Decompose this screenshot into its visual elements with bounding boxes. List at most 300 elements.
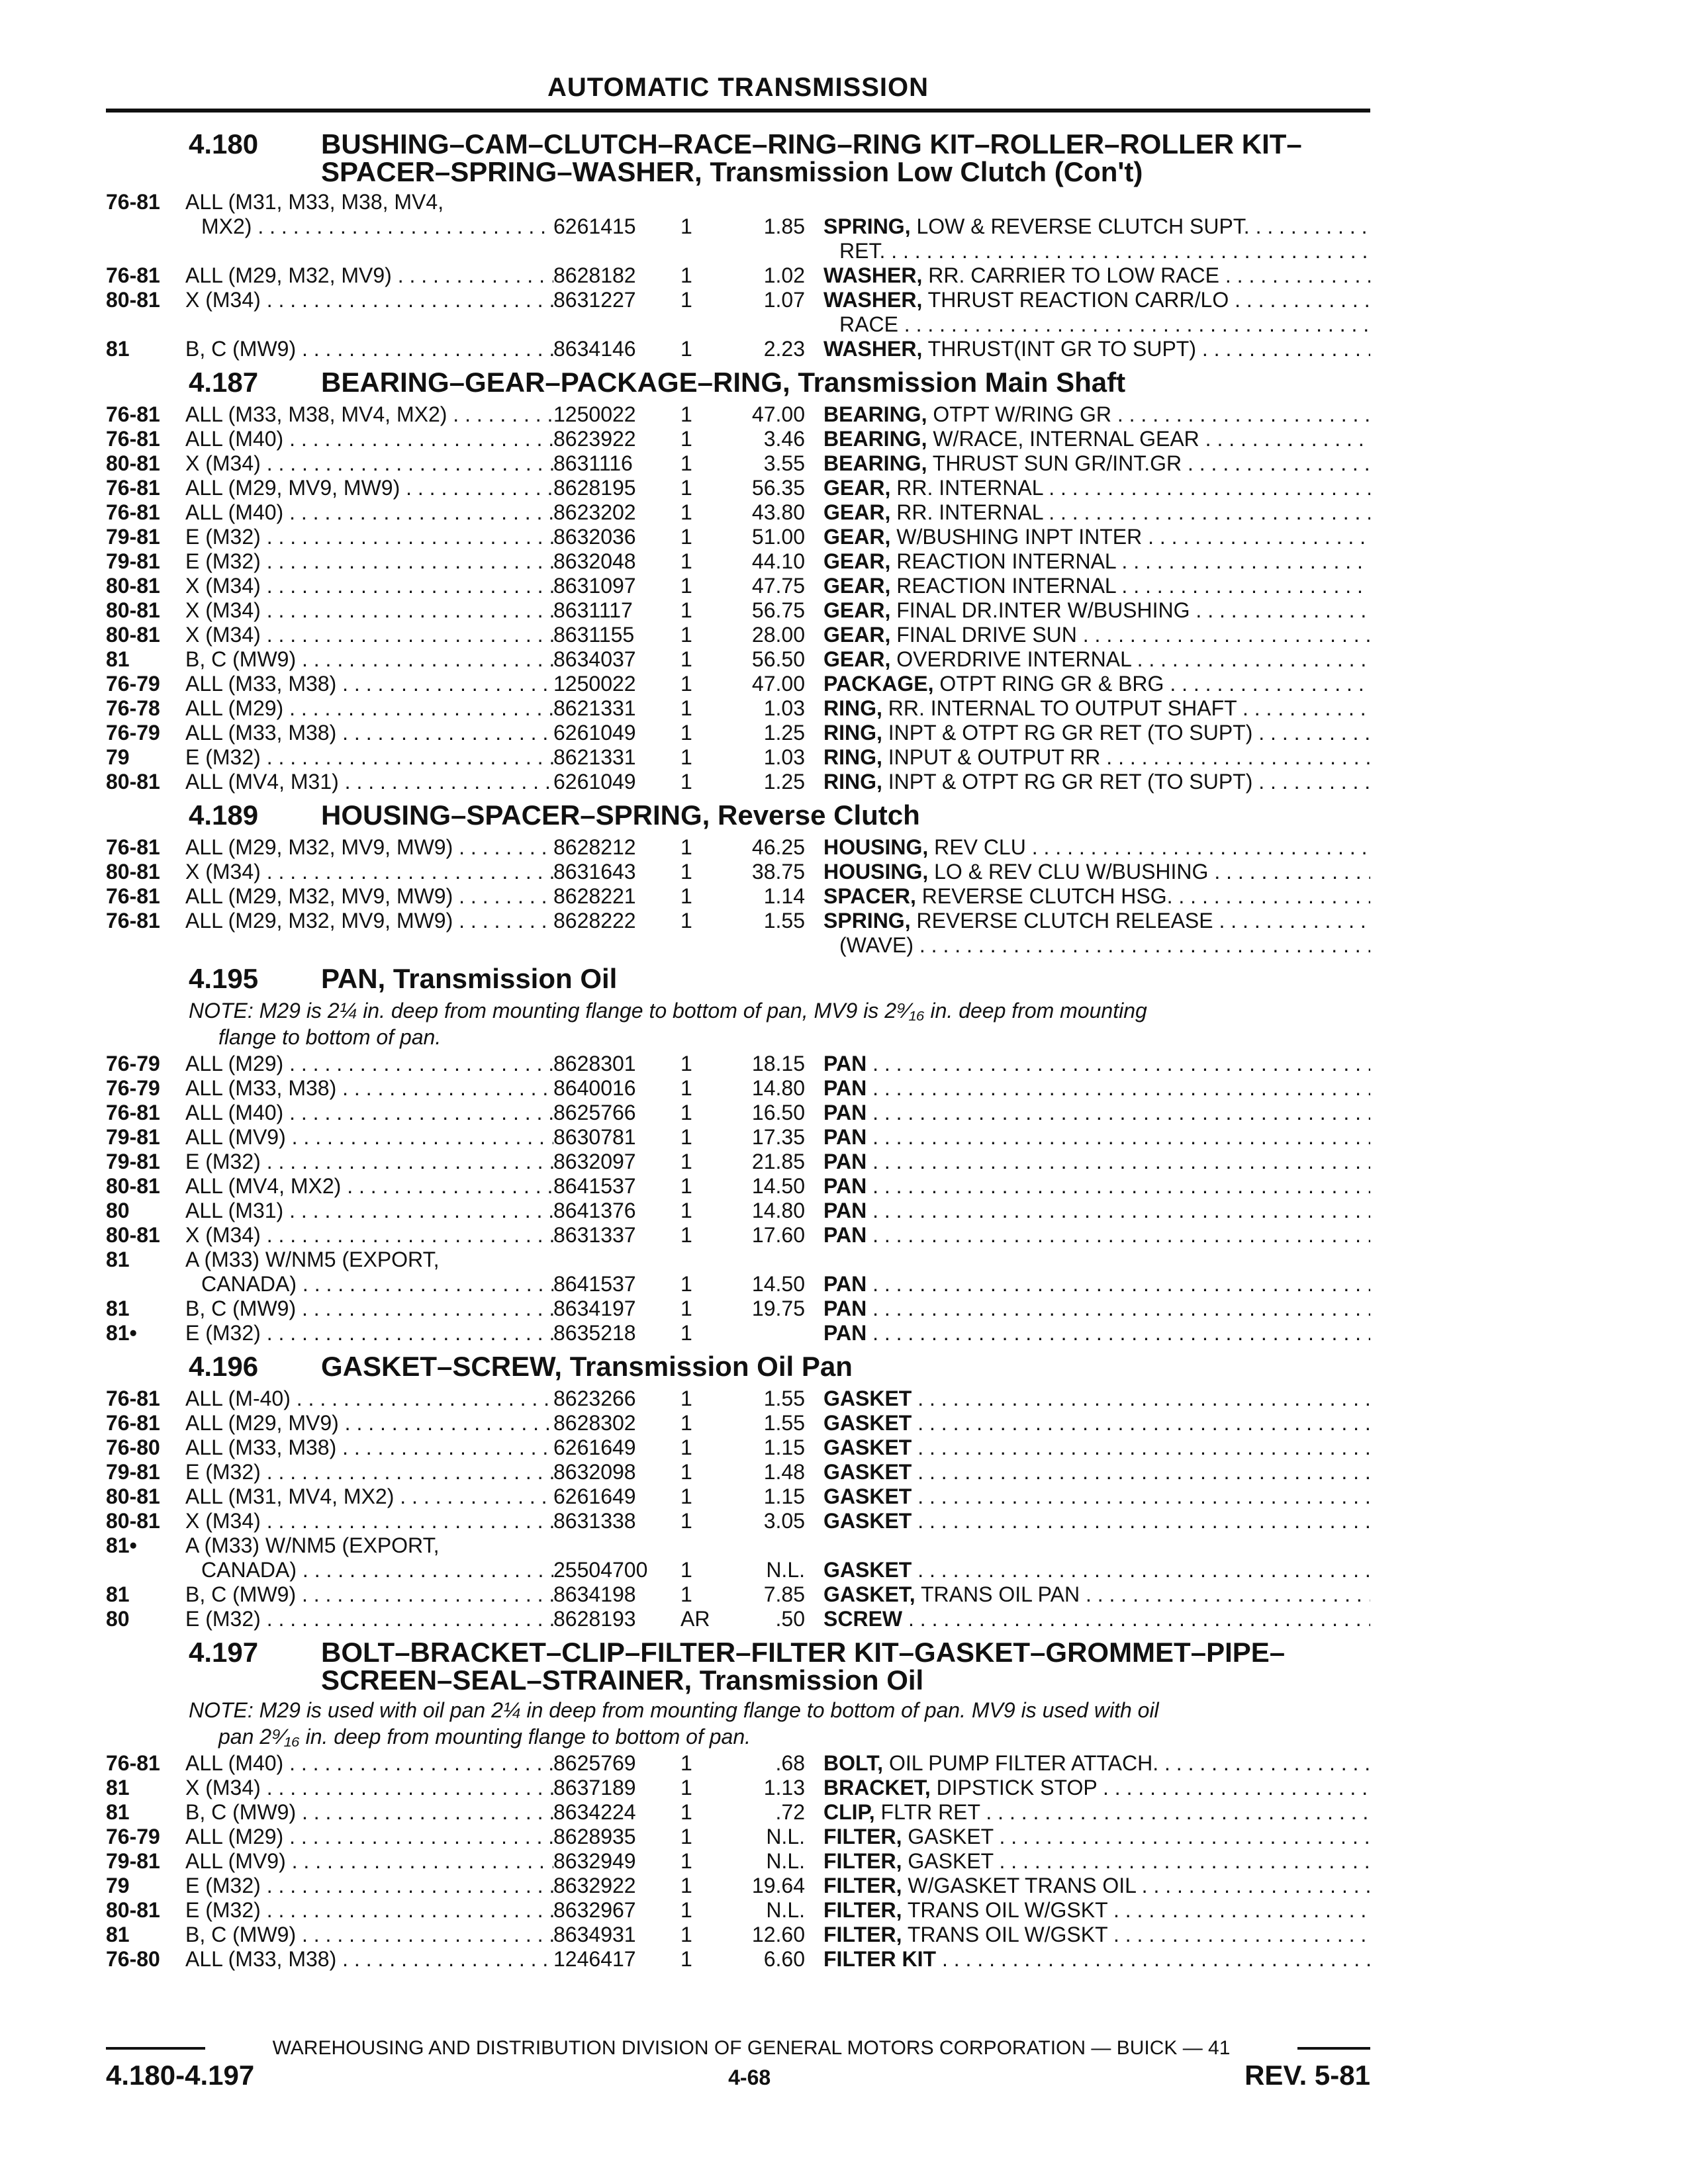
part-number: 8631337 [553, 1223, 636, 1247]
application-text: X (M34) [185, 288, 261, 312]
quantity: 1 [680, 1223, 692, 1247]
description [823, 263, 1370, 288]
part-detail: FINAL DR.INTER W/BUSHING [896, 598, 1190, 622]
quantity: 1 [680, 721, 692, 745]
application [185, 1387, 553, 1411]
price: 1.25 [763, 721, 805, 745]
table-row [106, 1558, 1370, 1582]
price: 19.64 [751, 1874, 805, 1897]
model-years: 79-81 [106, 1460, 160, 1484]
description [823, 574, 1370, 598]
part-number: 8621331 [553, 745, 636, 769]
part-name: RING, [823, 745, 882, 769]
application-text: MX2) [201, 214, 252, 238]
table-row [106, 1898, 1370, 1923]
price: N.L. [766, 1898, 805, 1922]
table-row [106, 574, 1370, 598]
page-title: AUTOMATIC TRANSMISSION [547, 73, 929, 102]
model-years: 76-80 [106, 1435, 160, 1459]
price: 1.03 [763, 696, 805, 720]
application-text: ALL (M40) [185, 500, 284, 524]
model-years: 80-81 [106, 451, 160, 475]
price: .68 [775, 1751, 805, 1775]
description [823, 1484, 1370, 1509]
part-detail: (WAVE) [839, 933, 914, 957]
price: 14.80 [751, 1199, 805, 1222]
application-text: ALL (M40) [185, 1101, 284, 1124]
table-row [106, 909, 1370, 933]
part-name: WASHER, [823, 337, 923, 361]
quantity: 1 [680, 1947, 692, 1971]
quantity: 1 [680, 745, 692, 769]
table-row [106, 1435, 1370, 1460]
part-number: 8628195 [553, 476, 636, 500]
part-name: GASKET [823, 1387, 912, 1410]
price: 17.35 [751, 1125, 805, 1149]
application [185, 402, 553, 427]
model-years: 79-81 [106, 549, 160, 573]
quantity: 1 [680, 1101, 692, 1124]
application [185, 451, 553, 476]
part-name: FILTER KIT [823, 1947, 937, 1971]
part-detail: TRANS OIL PAN [921, 1582, 1080, 1606]
part-number: 8641537 [553, 1174, 636, 1198]
application [185, 1947, 553, 1972]
part-detail: RR. CARRIER TO LOW RACE [928, 263, 1219, 287]
application [185, 1751, 553, 1776]
application [185, 647, 553, 672]
part-number: 6261049 [553, 721, 636, 745]
application [185, 623, 553, 647]
application [185, 1076, 553, 1101]
table-row [106, 1533, 1370, 1558]
price: 12.60 [751, 1923, 805, 1946]
table-row [106, 672, 1370, 696]
part-name: PAN [823, 1272, 867, 1296]
table-row [106, 1776, 1370, 1800]
application-text: ALL (M33, M38) [185, 672, 337, 696]
application [185, 214, 553, 239]
description [823, 500, 1370, 525]
description [823, 835, 1370, 860]
part-name: BRACKET, [823, 1776, 931, 1799]
part-number: 8632036 [553, 525, 636, 549]
section-number: 4.197 [189, 1637, 259, 1668]
quantity: 1 [680, 1150, 692, 1173]
model-years: 81 [106, 1923, 130, 1946]
application-text: ALL (M33, M38, MV4, MX2) [185, 402, 447, 426]
application-text: ALL (M29) [185, 1052, 284, 1075]
description [823, 402, 1370, 427]
quantity: 1 [680, 263, 692, 287]
table-row [106, 1223, 1370, 1248]
table-row [106, 263, 1370, 288]
application [185, 337, 553, 361]
application-text: B, C (MW9) [185, 1923, 297, 1946]
part-number: 8634146 [553, 337, 636, 361]
section-title: GASKET–SCREW, Transmission Oil Pan [321, 1351, 853, 1382]
model-years: 76-81 [106, 190, 160, 214]
description [823, 1923, 1370, 1947]
application [185, 1460, 553, 1484]
model-years: 80-81 [106, 1223, 160, 1247]
description [823, 1199, 1370, 1223]
part-detail: REACTION INTERNAL [896, 549, 1116, 573]
application-text: ALL (M29, MV9) [185, 1411, 339, 1435]
model-years: 80-81 [106, 860, 160, 884]
model-years: 80 [106, 1607, 130, 1631]
part-name: GEAR, [823, 574, 891, 598]
description [823, 1272, 1370, 1297]
section-header [106, 799, 1370, 831]
quantity: 1 [680, 696, 692, 720]
part-name: SCREW [823, 1607, 903, 1631]
application-text: X (M34) [185, 598, 261, 622]
quantity: 1 [680, 1199, 692, 1222]
parts-listing [106, 123, 1370, 1972]
quantity: 1 [680, 1898, 692, 1922]
part-number: 8628935 [553, 1825, 636, 1848]
footer-revision: REV. 5-81 [1244, 2060, 1370, 2091]
model-years: 80-81 [106, 574, 160, 598]
price: 46.25 [751, 835, 805, 859]
application [185, 263, 553, 288]
price: 28.00 [751, 623, 805, 647]
model-years: 80-81 [106, 1509, 160, 1533]
application-text: ALL (M29) [185, 1825, 284, 1848]
table-row [106, 1874, 1370, 1898]
table-row [106, 623, 1370, 647]
description [823, 337, 1370, 361]
part-name: FILTER, [823, 1874, 902, 1897]
part-name: PAN [823, 1125, 867, 1149]
description [823, 647, 1370, 672]
part-number: 8634037 [553, 647, 636, 671]
section [106, 128, 1370, 361]
part-name: PACKAGE, [823, 672, 934, 696]
application [185, 1533, 553, 1558]
part-number: 6261049 [553, 770, 636, 794]
part-name: BEARING, [823, 451, 927, 475]
part-name: FILTER, [823, 1898, 902, 1922]
quantity: 1 [680, 1435, 692, 1459]
table-row [106, 1248, 1370, 1272]
price: .72 [775, 1800, 805, 1824]
application-text: ALL (MV9) [185, 1849, 286, 1873]
price: N.L. [766, 1558, 805, 1582]
table-row [106, 337, 1370, 361]
price: 1.85 [763, 214, 805, 238]
table-row [106, 647, 1370, 672]
model-years: 76-81 [106, 909, 160, 933]
footer-division: WAREHOUSING AND DISTRIBUTION DIVISION OF GENERAL MOTORS CORPORATION — BUICK — 41 [272, 2037, 1231, 2059]
part-detail: FLTR RET [880, 1800, 980, 1824]
application [185, 1776, 553, 1800]
application-text: ALL (M40) [185, 1751, 284, 1775]
model-years: 79 [106, 1874, 130, 1897]
application-text: X (M34) [185, 860, 261, 884]
table-row [106, 1923, 1370, 1947]
application [185, 1607, 553, 1631]
table-row [106, 860, 1370, 884]
price: 1.25 [763, 770, 805, 794]
quantity: 1 [680, 1923, 692, 1946]
application-text: CANADA) [201, 1272, 297, 1296]
application-text: X (M34) [185, 623, 261, 647]
part-detail: REVERSE CLUTCH RELEASE [916, 909, 1213, 933]
part-name: PAN [823, 1150, 867, 1173]
model-years: 80-81 [106, 770, 160, 794]
part-detail: OTPT RING GR & BRG [939, 672, 1164, 696]
quantity: 1 [680, 1052, 692, 1075]
model-years: 81• [106, 1533, 137, 1557]
price: 51.00 [751, 525, 805, 549]
application-text: B, C (MW9) [185, 1297, 297, 1320]
footer-rule-left [106, 2047, 205, 2050]
description [823, 909, 1370, 933]
description [823, 549, 1370, 574]
application-text: ALL (M33, M38) [185, 1435, 337, 1459]
price: 18.15 [751, 1052, 805, 1075]
application [185, 1558, 553, 1582]
part-name: RING, [823, 770, 882, 794]
part-detail: TRANS OIL W/GSKT [907, 1923, 1108, 1946]
part-number: 8632922 [553, 1874, 636, 1897]
part-name: PAN [823, 1321, 867, 1345]
table-row [106, 1174, 1370, 1199]
table-row [106, 1052, 1370, 1076]
description [823, 1607, 1370, 1631]
part-number: 6261649 [553, 1484, 636, 1508]
price: 44.10 [751, 549, 805, 573]
table-row [106, 1849, 1370, 1874]
model-years: 76-81 [106, 402, 160, 426]
section-note-continued: pan 2⁹⁄₁₆ in. deep from mounting flange to bottom of pan. [218, 1725, 751, 1749]
part-name: GEAR, [823, 476, 891, 500]
application [185, 672, 553, 696]
quantity: 1 [680, 1076, 692, 1100]
description [823, 770, 1370, 794]
application-text: X (M34) [185, 1776, 261, 1799]
application-text: E (M32) [185, 549, 261, 573]
quantity: 1 [680, 476, 692, 500]
description [823, 1558, 1370, 1582]
model-years: 80-81 [106, 623, 160, 647]
description [823, 1125, 1370, 1150]
model-years: 80-81 [106, 288, 160, 312]
price: 1.07 [763, 288, 805, 312]
application [185, 1435, 553, 1460]
part-number: 8634931 [553, 1923, 636, 1946]
part-detail: REV CLU [934, 835, 1026, 859]
model-years: 76-78 [106, 696, 160, 720]
description [823, 1825, 1370, 1849]
part-number: 1250022 [553, 402, 636, 426]
part-name: BEARING, [823, 402, 927, 426]
model-years: 79-81 [106, 1150, 160, 1173]
table-row [106, 1321, 1370, 1345]
quantity: 1 [680, 1460, 692, 1484]
section [106, 799, 1370, 958]
part-name: SPRING, [823, 909, 911, 933]
model-years: 80-81 [106, 598, 160, 622]
table-row [106, 1297, 1370, 1321]
application [185, 598, 553, 623]
description [823, 860, 1370, 884]
application [185, 476, 553, 500]
model-years: 76-81 [106, 427, 160, 451]
part-detail: INPUT & OUTPUT RR [888, 745, 1101, 769]
quantity: 1 [680, 1825, 692, 1848]
price: 47.00 [751, 672, 805, 696]
quantity: 1 [680, 1776, 692, 1799]
part-number: 8628222 [553, 909, 636, 933]
application [185, 1150, 553, 1174]
section [106, 367, 1370, 794]
part-name: HOUSING, [823, 860, 929, 884]
application [185, 696, 553, 721]
part-name: GEAR, [823, 623, 891, 647]
table-row [106, 1509, 1370, 1533]
application-text: A (M33) W/NM5 (EXPORT, [185, 1248, 440, 1271]
quantity: 1 [680, 835, 692, 859]
application-text: A (M33) W/NM5 (EXPORT, [185, 1533, 440, 1557]
part-detail: THRUST REACTION CARR/LO [927, 288, 1229, 312]
section-header [106, 367, 1370, 398]
part-detail: LO & REV CLU W/BUSHING [934, 860, 1209, 884]
model-years: 81 [106, 1776, 130, 1799]
application-text: ALL (M29, M32, MV9, MW9) [185, 909, 453, 933]
model-years: 76-81 [106, 476, 160, 500]
model-years: 80 [106, 1199, 130, 1222]
part-detail: W/GASKET TRANS OIL [908, 1874, 1136, 1897]
price: .50 [775, 1607, 805, 1631]
part-name: GEAR, [823, 525, 891, 549]
application-text: E (M32) [185, 1150, 261, 1173]
application-text: X (M34) [185, 574, 261, 598]
model-years: 76-79 [106, 672, 160, 696]
description [823, 1223, 1370, 1248]
section-number: 4.195 [189, 963, 259, 994]
application [185, 1509, 553, 1533]
price: 1.03 [763, 745, 805, 769]
quantity: 1 [680, 1387, 692, 1410]
description [823, 1297, 1370, 1321]
description [823, 1101, 1370, 1125]
part-name: BOLT, [823, 1751, 884, 1775]
application-text: X (M34) [185, 451, 261, 475]
part-name: GASKET, [823, 1582, 915, 1606]
description [823, 214, 1370, 239]
application-text: E (M32) [185, 1607, 261, 1631]
section-header [106, 963, 1370, 995]
application-text: E (M32) [185, 745, 261, 769]
table-row [106, 1460, 1370, 1484]
description [823, 451, 1370, 476]
application-text: ALL (M31, MV4, MX2) [185, 1484, 395, 1508]
quantity: 1 [680, 1849, 692, 1873]
part-name: SPRING, [823, 214, 911, 238]
table-row [106, 1125, 1370, 1150]
section-number: 4.189 [189, 799, 259, 831]
quantity: 1 [680, 1751, 692, 1775]
part-number: 8628221 [553, 884, 636, 908]
description [823, 1776, 1370, 1800]
part-number: 1246417 [553, 1947, 636, 1971]
part-detail: FINAL DRIVE SUN [896, 623, 1077, 647]
part-number: 8632098 [553, 1460, 636, 1484]
part-number: 8631155 [553, 623, 635, 647]
part-detail: RR. INTERNAL [896, 476, 1043, 500]
description [823, 427, 1370, 451]
model-years: 79-81 [106, 1849, 160, 1873]
part-name: GEAR, [823, 647, 891, 671]
part-detail: RET. [839, 239, 886, 263]
price: 1.15 [763, 1435, 805, 1459]
quantity: 1 [680, 1874, 692, 1897]
footer-section-range: 4.180-4.197 [106, 2060, 255, 2091]
quantity: 1 [680, 1411, 692, 1435]
part-number: 8623266 [553, 1387, 636, 1410]
quantity: 1 [680, 337, 692, 361]
section-title: BEARING–GEAR–PACKAGE–RING, Transmission Main Shaft [321, 367, 1126, 398]
header-rule [106, 109, 1370, 113]
description [823, 1874, 1370, 1898]
part-detail: OVERDRIVE INTERNAL [896, 647, 1131, 671]
part-detail: REACTION INTERNAL [896, 574, 1116, 598]
application [185, 1874, 553, 1898]
price: 1.48 [763, 1460, 805, 1484]
application-text: ALL (M31, M33, M38, MV4, [185, 190, 444, 214]
price: 17.60 [751, 1223, 805, 1247]
quantity: 1 [680, 884, 692, 908]
part-number: 8631338 [553, 1509, 636, 1533]
description [823, 312, 1370, 337]
application [185, 1101, 553, 1125]
model-years: 76-81 [106, 500, 160, 524]
description [823, 1800, 1370, 1825]
part-detail: OIL PUMP FILTER ATTACH. [888, 1751, 1159, 1775]
description [823, 672, 1370, 696]
price: 1.14 [763, 884, 805, 908]
table-row [106, 1607, 1370, 1631]
price: 16.50 [751, 1101, 805, 1124]
application [185, 1411, 553, 1435]
part-number: 8628301 [553, 1052, 636, 1075]
model-years: 80-81 [106, 1174, 160, 1198]
table-row [106, 770, 1370, 794]
model-years: 81 [106, 1297, 130, 1320]
table-row [106, 745, 1370, 770]
description [823, 933, 1370, 958]
part-number: 8632048 [553, 549, 636, 573]
section [106, 963, 1370, 1345]
table-row [106, 1387, 1370, 1411]
part-name: WASHER, [823, 263, 923, 287]
table-row [106, 500, 1370, 525]
part-number: 8635218 [553, 1321, 636, 1345]
part-name: PAN [823, 1199, 867, 1222]
description [823, 1052, 1370, 1076]
description [823, 476, 1370, 500]
application [185, 770, 553, 794]
description [823, 525, 1370, 549]
application [185, 1125, 553, 1150]
description [823, 696, 1370, 721]
table-row [106, 476, 1370, 500]
quantity: 1 [680, 574, 692, 598]
price: 56.35 [751, 476, 805, 500]
